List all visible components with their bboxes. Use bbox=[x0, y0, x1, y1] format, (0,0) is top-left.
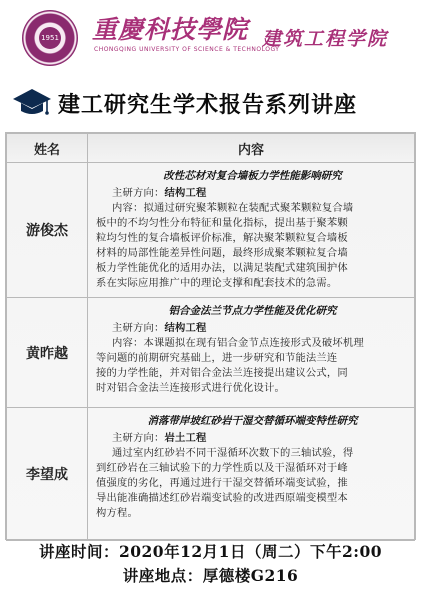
talk-content bbox=[88, 408, 415, 541]
talk-title: 铝合金法兰节点力学性能及优化研究 bbox=[168, 305, 337, 317]
university-seal-logo bbox=[22, 10, 78, 66]
lecture-table bbox=[5, 132, 416, 540]
table-row bbox=[7, 163, 415, 298]
content-line: 材料的局部性能差异性问题，最终形成聚苯颗粒复合墙 bbox=[96, 247, 348, 259]
header-name: 姓名 bbox=[7, 134, 88, 163]
seal-year: 1951 bbox=[39, 27, 61, 49]
content-line: 接的力学性能，并对铝合金法兰连接提出建议公式，同 bbox=[96, 367, 348, 379]
speaker-name: 李望成 bbox=[7, 408, 88, 541]
title-row bbox=[0, 78, 421, 130]
content-line: 板力学性能优化的适用办法，以满足装配式建筑围护体 bbox=[96, 262, 348, 274]
content-line: 导出能准确描述红砂岩端变试验的改进西原端变模型本 bbox=[96, 492, 348, 504]
lecture-location: 讲座地点：厚德楼G216 bbox=[122, 566, 299, 585]
research-direction: 主研方向：结构工程 bbox=[112, 322, 207, 334]
table-header-row bbox=[7, 134, 415, 163]
table-row bbox=[7, 298, 415, 408]
content-line: 系在实际应用推广中的理论支撑和配套技术的急需。 bbox=[96, 277, 338, 289]
page-title: 建工研究生学术报告系列讲座 bbox=[58, 92, 358, 118]
research-direction: 主研方向：岩土工程 bbox=[112, 432, 207, 444]
content-line: 时对铝合金法兰连接形式进行优化设计。 bbox=[96, 382, 285, 394]
lecture-time: 讲座时间：2020年12月1日（周二）下午2:00 bbox=[38, 542, 383, 561]
header-banner bbox=[0, 0, 421, 76]
header-content: 内容 bbox=[88, 134, 415, 163]
talk-content bbox=[88, 163, 415, 298]
talk-title: 改性芯材对复合墙板力学性能影响研究 bbox=[163, 170, 342, 182]
speaker-name: 黄昨越 bbox=[7, 298, 88, 408]
content-line: 值强度的劣化，再通过进行干湿交替循环端变试验，推 bbox=[96, 477, 348, 489]
school-name: 建筑工程学院 bbox=[262, 28, 389, 50]
footer-info bbox=[0, 540, 421, 594]
content-line: 等问题的前期研究基础上，进一步研究和节能法兰连 bbox=[96, 352, 338, 364]
content-line: 到红砂岩在三轴试验下的力学性质以及干湿循环对于峰 bbox=[96, 462, 348, 474]
university-name: 重慶科技學院 bbox=[92, 15, 249, 44]
research-direction: 主研方向：结构工程 bbox=[112, 187, 207, 199]
content-line: 内容：本课题拟在现有铝合金节点连接形式及破坏机理 bbox=[112, 337, 364, 349]
speaker-name: 游俊杰 bbox=[7, 163, 88, 298]
content-line: 粒均匀性的复合墙板评价标准，解决聚苯颗粒复合墙板 bbox=[96, 232, 348, 244]
content-line: 内容：拟通过研究聚苯颗粒在装配式聚苯颗粒复合墙 bbox=[112, 202, 354, 214]
table-row bbox=[7, 408, 415, 541]
talk-title: 消落带岸坡红砂岩干湿交替循环端变特性研究 bbox=[147, 415, 358, 427]
content-line: 构方程。 bbox=[96, 507, 138, 519]
university-name-en: CHONGQING UNIVERSITY OF SCIENCE & TECHNOLOGY bbox=[94, 46, 280, 53]
content-line: 板中的不均匀性分布特征和量化指标，提出基于聚苯颗 bbox=[96, 217, 348, 229]
content-line: 通过室内红砂岩不同干湿循环次数下的三轴试验，得 bbox=[112, 447, 354, 459]
graduation-cap-icon bbox=[12, 86, 52, 120]
talk-content bbox=[88, 298, 415, 408]
